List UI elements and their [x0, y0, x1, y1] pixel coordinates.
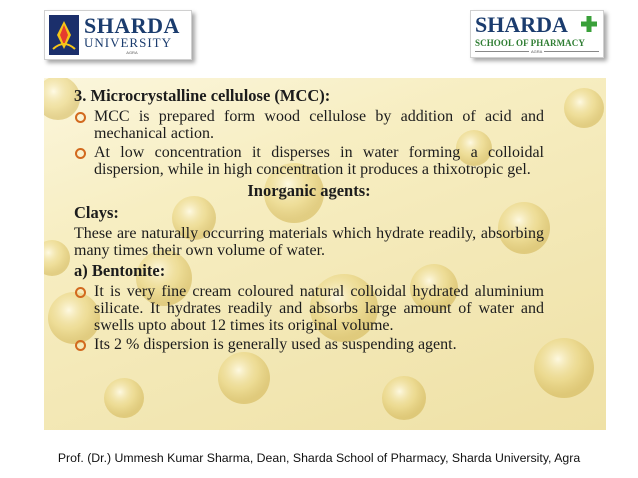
pharmacy-cross-icon: [581, 16, 597, 32]
bentonite-heading: a) Bentonite:: [74, 261, 166, 280]
logo-location: AGRA: [531, 49, 543, 54]
sharda-university-logo: [44, 10, 192, 60]
clays-heading: Clays:: [74, 203, 119, 222]
logo-name: SHARDA: [475, 12, 568, 37]
list-item: [74, 283, 544, 334]
subsection-heading: Inorganic agents:: [247, 181, 371, 200]
logo-subtitle: SCHOOL OF PHARMACY: [475, 38, 585, 48]
list-item-text: MCC is prepared form wood cellulose by addition of acid and mechanical action.: [94, 108, 544, 142]
bullet-circle-icon: [75, 148, 86, 159]
university-emblem-icon: [49, 15, 79, 55]
bullet-circle-icon: [75, 287, 86, 298]
list-item: [74, 108, 544, 142]
clays-paragraph: These are naturally occurring materials which hydrate readily, absorbing many times their own volume of water.: [74, 225, 544, 259]
list-item: [74, 336, 544, 353]
footer-credit: Prof. (Dr.) Ummesh Kumar Sharma, Dean, Sharda School of Pharmacy, Sharda University, Agra: [57, 451, 581, 465]
slide-text: [74, 86, 544, 353]
logo-location: AGRA: [126, 49, 138, 55]
sharda-school-of-pharmacy-logo: [470, 10, 604, 58]
bullet-circle-icon: [75, 340, 86, 351]
section-heading: 3. Microcrystalline cellulose (MCC):: [74, 86, 331, 105]
slide-content-image: [44, 78, 606, 430]
list-item-text: Its 2 % dispersion is generally used as suspending agent.: [94, 336, 457, 353]
list-item-text: At low concentration it disperses in water forming a colloidal dispersion, while in high concentration it produces a thixotropic gel.: [94, 144, 544, 178]
list-item-text: It is very fine cream coloured natural colloidal hydrated aluminium silicate. It hydrates readily and absorbs large amount of water and swells upto about 12 times its original volume.: [94, 283, 544, 334]
logo-name: SHARDA: [84, 12, 180, 38]
bullet-circle-icon: [75, 112, 86, 123]
list-item: [74, 144, 544, 178]
logo-subtitle: UNIVERSITY: [84, 34, 172, 50]
